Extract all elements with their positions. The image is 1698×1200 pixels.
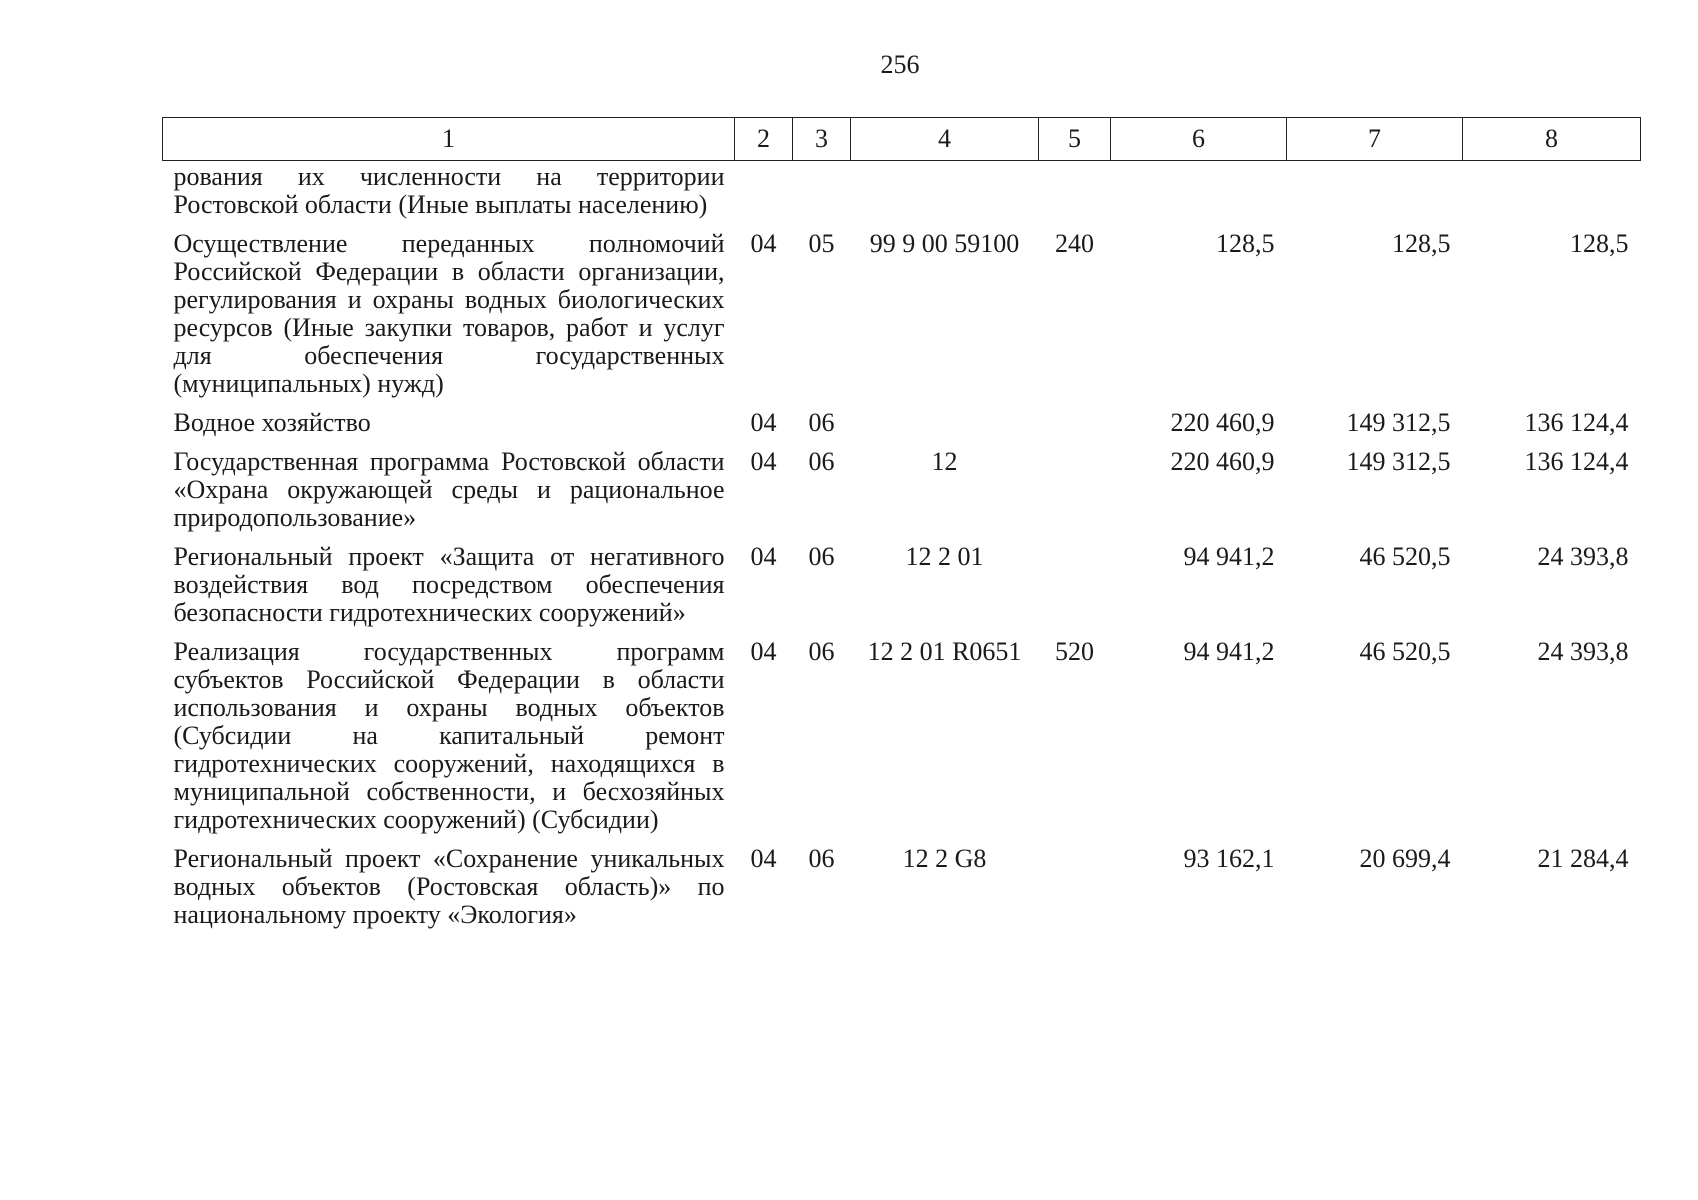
row-amount-year2: 128,5 (1392, 229, 1451, 258)
row-amount-year2: 149 312,5 (1346, 447, 1451, 476)
row-subsection (793, 161, 851, 231)
row-amount-year1: 93 162,1 (1183, 844, 1275, 873)
table-row (163, 543, 1641, 638)
table-row (163, 638, 1641, 845)
row-amount-year3: 136 124,4 (1524, 447, 1629, 476)
row-amount-year3: 24 393,8 (1537, 542, 1629, 571)
row-amount-year3: 24 393,8 (1537, 637, 1629, 666)
row-amount-year1: 94 941,2 (1183, 637, 1275, 666)
row-amount-year3: 21 284,4 (1537, 844, 1629, 873)
table-row (163, 448, 1641, 543)
row-expense-type: 520 (1055, 637, 1094, 666)
row-amount-year3 (1463, 161, 1641, 231)
table-row (163, 409, 1641, 448)
header-col-7: 7 (1287, 118, 1463, 161)
row-amount-year1: 220 460,9 (1170, 447, 1275, 476)
row-name: Водное хозяйство (173, 408, 371, 437)
row-subsection: 06 (808, 844, 835, 873)
row-name: рования их численности на территории Ростовской области (Иные выплаты населению) (173, 162, 725, 219)
row-name: Региональный проект «Защита от негативного воздействия вод посредством обеспечения безопасности гидротехнических сооружений» (173, 542, 725, 627)
row-target-article (851, 409, 1039, 448)
row-section (735, 161, 793, 231)
row-section: 04 (750, 542, 777, 571)
header-col-1: 1 (163, 118, 735, 161)
row-target-article: 12 2 01 (905, 542, 984, 571)
row-amount-year3: 136 124,4 (1524, 408, 1629, 437)
table-row (163, 161, 1641, 231)
row-expense-type (1039, 409, 1111, 448)
header-col-8: 8 (1463, 118, 1641, 161)
row-amount-year2: 20 699,4 (1359, 844, 1451, 873)
page-number: 256 (880, 50, 920, 79)
row-amount-year1: 220 460,9 (1170, 408, 1275, 437)
row-subsection: 06 (808, 447, 835, 476)
row-amount-year1: 128,5 (1216, 229, 1275, 258)
row-target-article: 12 (931, 447, 958, 476)
row-amount-year2: 149 312,5 (1346, 408, 1451, 437)
row-expense-type (1039, 543, 1111, 638)
table-row (163, 230, 1641, 409)
row-name: Осуществление переданных полномочий Российской Федерации в области организации, регулирования и охраны водных биологических ресурсов (Иные закупки товаров, работ и услуг для обеспечения государственных (муниципальных) нужд) (173, 229, 725, 398)
header-col-6: 6 (1111, 118, 1287, 161)
table-row (163, 845, 1641, 940)
row-amount-year1: 94 941,2 (1183, 542, 1275, 571)
row-section: 04 (750, 844, 777, 873)
header-col-3: 3 (793, 118, 851, 161)
row-name: Региональный проект «Сохранение уникальных водных объектов (Ростовская область)» по национальному проекту «Экология» (173, 844, 725, 929)
row-amount-year1 (1111, 161, 1287, 231)
row-subsection: 06 (808, 408, 835, 437)
row-amount-year2: 46 520,5 (1359, 637, 1451, 666)
table-header-row (163, 118, 1641, 161)
budget-table (162, 117, 1641, 940)
row-expense-type (1039, 845, 1111, 940)
row-section: 04 (750, 637, 777, 666)
row-subsection: 06 (808, 542, 835, 571)
row-expense-type (1039, 448, 1111, 543)
row-section: 04 (750, 408, 777, 437)
row-section: 04 (750, 447, 777, 476)
row-name: Реализация государственных программ субъектов Российской Федерации в области использования и охраны водных объектов (Субсидии на капитальный ремонт гидротехнических сооружений, находящихся в муниципальной собственности, и бесхозяйных гидротехнических сооружений) (Субсидии) (173, 637, 725, 834)
row-amount-year2 (1287, 161, 1463, 231)
row-amount-year3: 128,5 (1570, 229, 1629, 258)
header-col-4: 4 (851, 118, 1039, 161)
header-col-2: 2 (735, 118, 793, 161)
row-target-article: 99 9 00 59100 (869, 229, 1020, 258)
row-target-article (851, 161, 1039, 231)
row-name: Государственная программа Ростовской области «Охрана окружающей среды и рациональное природопользование» (173, 447, 725, 532)
row-section: 04 (750, 229, 777, 258)
row-target-article: 12 2 G8 (902, 844, 987, 873)
header-col-5: 5 (1039, 118, 1111, 161)
row-subsection: 05 (808, 229, 835, 258)
row-target-article: 12 2 01 R0651 (867, 637, 1022, 666)
row-subsection: 06 (808, 637, 835, 666)
row-expense-type (1039, 161, 1111, 231)
row-expense-type: 240 (1055, 229, 1094, 258)
row-amount-year2: 46 520,5 (1359, 542, 1451, 571)
